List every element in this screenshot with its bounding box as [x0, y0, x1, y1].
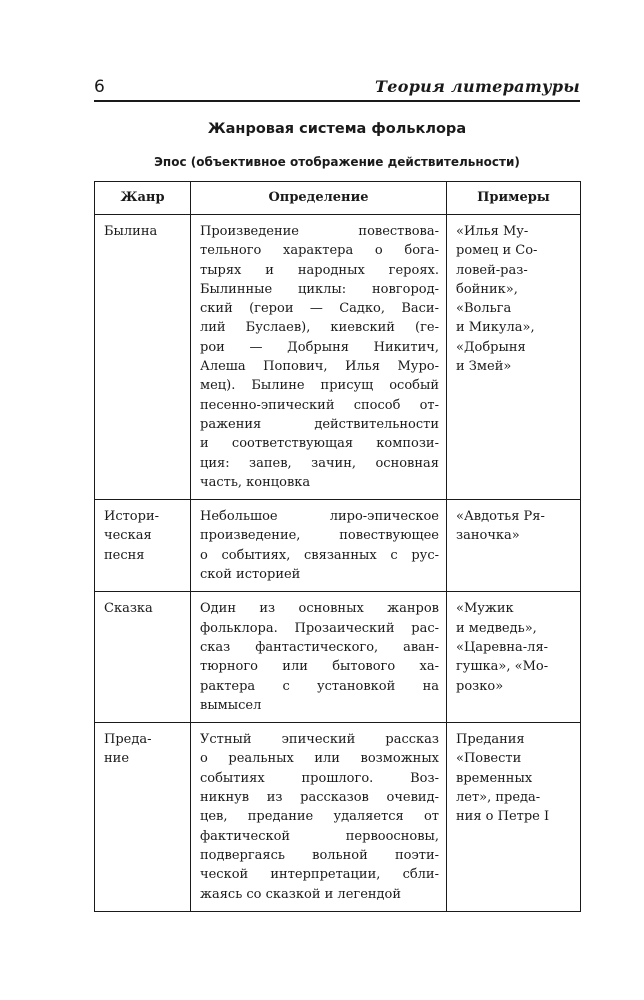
running-title: Теория литературы — [375, 77, 580, 96]
example-line: «Вольга — [456, 301, 512, 317]
definition-line: тельного характера о бога- — [200, 243, 439, 259]
definition-line: фактической первоосновы, — [200, 828, 439, 844]
examples-cell — [447, 500, 581, 592]
folklore-genre-table — [94, 181, 581, 912]
example-line: бойник», — [456, 281, 518, 297]
definition-cell — [191, 592, 447, 723]
example-line: ромец и Со- — [456, 243, 538, 259]
genre-cell — [95, 723, 191, 912]
example-line: гушка», «Мо- — [456, 659, 549, 675]
definition-line: фольклора. Прозаический рас- — [200, 620, 439, 636]
definition-line: рои — Добрыня Никитич, — [200, 339, 439, 355]
definition-line: Устный эпический рассказ — [200, 732, 439, 748]
definition-line: и соответствующая компози- — [200, 436, 439, 452]
definition-line: песенно-эпический способ от- — [200, 397, 439, 413]
example-line: и Микула», — [456, 320, 535, 336]
definition-line: сказ фантастического, аван- — [200, 639, 439, 655]
example-line: розко» — [456, 678, 504, 694]
definition-line: ческой интерпретации, сбли- — [200, 867, 439, 883]
definition-line: тырях и народных героях. — [200, 262, 439, 278]
definition-cell — [191, 215, 447, 500]
genre-line: Преда- — [104, 732, 152, 748]
example-line: ния о Петре I — [456, 809, 550, 825]
definition-line: Небольшое лиро-эпическое — [200, 509, 439, 525]
page-header — [94, 76, 580, 102]
definition-line: ражения действительности — [200, 416, 439, 432]
genre-line: ческая — [104, 528, 152, 544]
example-line: «Царевна-ля- — [456, 639, 549, 655]
table-row — [95, 723, 581, 912]
examples-cell — [447, 592, 581, 723]
genre-line: Истори- — [104, 509, 160, 525]
example-line: «Мужик — [456, 601, 514, 617]
examples-cell — [447, 215, 581, 500]
example-line: ловей-раз- — [456, 262, 528, 278]
definition-line: жаясь со сказкой и легендой — [200, 886, 402, 902]
definition-line: вымысел — [200, 697, 262, 713]
table-row — [95, 500, 581, 592]
definition-line: лий Буслаев), киевский (ге- — [200, 320, 439, 336]
definition-cell — [191, 723, 447, 912]
definition-line: Былинные циклы: новгород- — [200, 281, 439, 297]
definition-line: ской историей — [200, 567, 301, 583]
definition-cell — [191, 500, 447, 592]
example-line: Предания — [456, 732, 525, 748]
table-header-row — [95, 182, 581, 215]
example-line: «Илья Му- — [456, 224, 529, 239]
definition-line: о событиях, связанных с рус- — [200, 547, 439, 563]
examples-cell — [447, 723, 581, 912]
definition-line: цев, предание удаляется от — [200, 809, 439, 825]
example-line: и Змей» — [456, 359, 512, 375]
example-line: «Добрыня — [456, 339, 526, 355]
genre-line: ние — [104, 751, 130, 767]
column-header-examples: Примеры — [447, 182, 581, 215]
definition-line: ский (герои — Садко, Васи- — [200, 301, 439, 317]
genre-line: песня — [104, 547, 145, 563]
column-header-genre: Жанр — [95, 182, 191, 215]
definition-line: Алеша Попович, Илья Муро- — [200, 359, 439, 375]
genre-cell — [95, 592, 191, 723]
definition-line: произведение, повествующее — [200, 528, 439, 544]
table-row — [95, 215, 581, 500]
genre-cell — [95, 215, 191, 500]
definition-line: о реальных или возможных — [200, 751, 439, 767]
definition-line: рактера с установкой на — [200, 678, 439, 694]
example-line: лет», преда- — [456, 790, 541, 806]
genre-line: Сказка — [104, 601, 153, 617]
example-line: «Повести — [456, 751, 522, 767]
section-title: Жанровая система фольклора — [207, 121, 467, 137]
genre-line: Былина — [104, 224, 158, 239]
section-subtitle: Эпос (объективное отображение действительности) — [154, 155, 520, 169]
genre-cell — [95, 500, 191, 592]
definition-line: событиях прошлого. Воз- — [200, 770, 439, 786]
page-number: 6 — [94, 77, 105, 97]
table-row — [95, 592, 581, 723]
example-line: и медведь», — [456, 620, 537, 636]
definition-line: Один из основных жанров — [200, 601, 439, 617]
definition-line: тюрного или бытового ха- — [200, 659, 439, 675]
column-header-definition: Определение — [191, 182, 447, 215]
definition-line: подвергаясь вольной поэти- — [200, 847, 439, 863]
example-line: «Авдотья Ря- — [456, 509, 545, 525]
definition-line: никнув из рассказов очевид- — [200, 790, 439, 806]
definition-line: Произведение повествова- — [200, 224, 439, 239]
definition-line: ция: запев, зачин, основная — [200, 455, 439, 471]
definition-line: часть, концовка — [200, 474, 311, 490]
example-line: заночка» — [456, 528, 520, 544]
definition-line: мец). Былине присущ особый — [200, 378, 439, 394]
example-line: временных — [456, 770, 533, 786]
